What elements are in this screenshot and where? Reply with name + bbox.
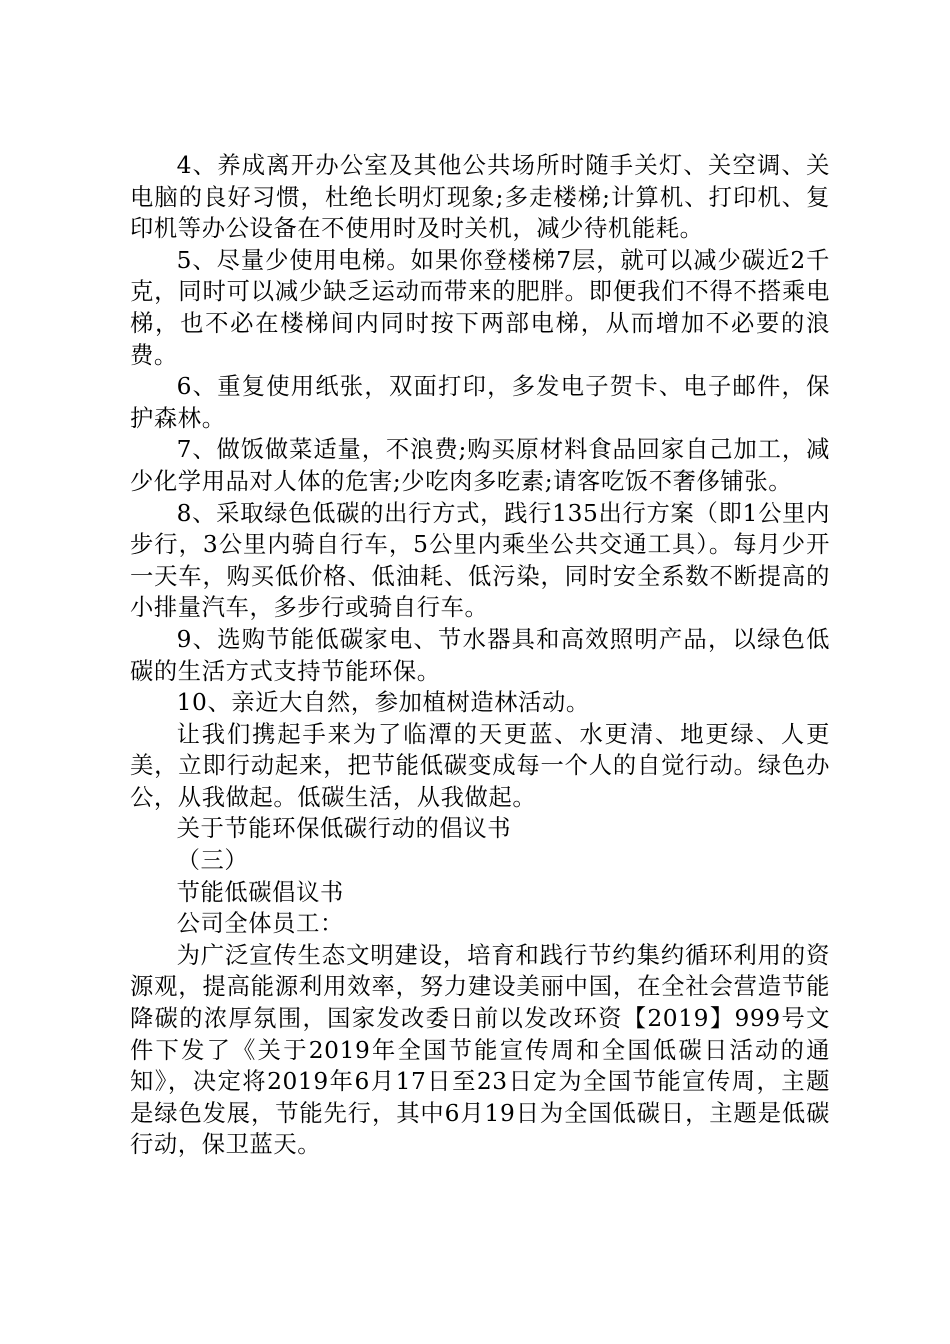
paragraph-item-6: 6、重复使用纸张，双面打印，多发电子贺卡、电子邮件，保护森林。 xyxy=(130,373,830,432)
paragraph-item-10: 10、亲近大自然，参加植树造林活动。 xyxy=(176,689,590,717)
paragraph-item-7: 7、做饭做菜适量，不浪费;购买原材料食品回家自己加工，减少化学用品对人体的危害;少吃肉多吃素;请客吃饭不奢侈铺张。 xyxy=(130,436,830,495)
letter-body-paragraph: 为广泛宣传生态文明建设，培育和践行节约集约循环利用的资源观，提高能源利用效率，努力建设美丽中国，在全社会营造节能降碳的浓厚氛围，国家发改委日前以发改环资【2019】999号文件下发了《关于2019年全国节能宣传周和全国低碳日活动的通知》，决定将2019年6月17日至23日定为全国节能宣传周，主题是绿色发展，节能先行，其中6月19日为全国低碳日，主题是低碳行动，保卫蓝天。 xyxy=(130,941,830,1159)
paragraph-item-5: 5、尽量少使用电梯。如果你登楼梯7层，就可以减少碳近2千克，同时可以减少缺乏运动而带来的肥胖。即便我们不得不搭乘电梯，也不必在楼梯间内同时按下两部电梯，从而增加不必要的浪费。 xyxy=(130,246,830,369)
paragraph-item-4: 4、养成离开办公室及其他公共场所时随手关灯、关空调、关电脑的良好习惯，杜绝长明灯现象;多走楼梯;计算机、打印机、复印机等办公设备在不使用时及时关机，减少待机能耗。 xyxy=(130,152,830,243)
section-title: 关于节能环保低碳行动的倡议书 xyxy=(176,815,512,843)
document-page xyxy=(130,150,830,1161)
letter-title: 节能低碳倡议书 xyxy=(176,878,344,906)
section-number: （三） xyxy=(176,847,249,875)
paragraph-item-9: 9、选购节能低碳家电、节水器具和高效照明产品，以绿色低碳的生活方式支持节能环保。 xyxy=(130,625,830,685)
closing-paragraph: 让我们携起手来为了临潭的天更蓝、水更清、地更绿、人更美，立即行动起来，把节能低碳变成每一个人的自觉行动。绿色办公，从我做起。低碳生活，从我做起。 xyxy=(130,720,830,811)
salutation: 公司全体员工： xyxy=(176,910,344,938)
paragraph-item-8: 8、采取绿色低碳的出行方式，践行135出行方案（即1公里内步行，3公里内骑自行车，5公里内乘坐公共交通工具）。每月少开一天车，购买低价格、低油耗、低污染，同时安全系数不断提高的小排量汽车，多步行或骑自行车。 xyxy=(130,499,830,622)
